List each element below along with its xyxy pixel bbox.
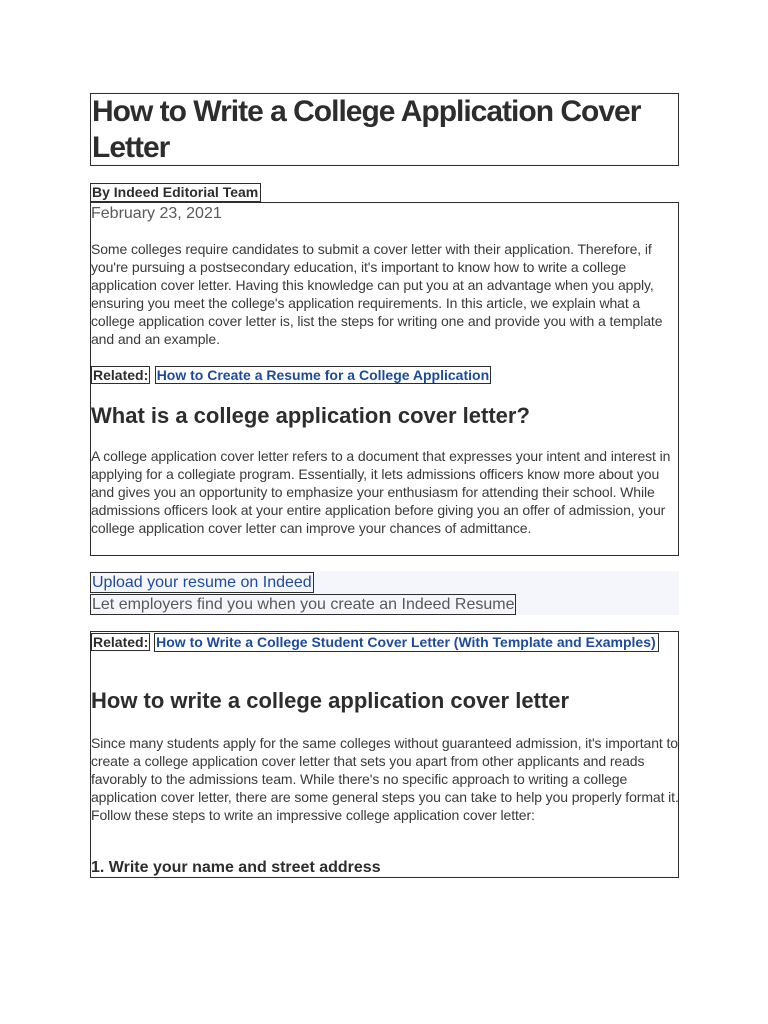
article-main-section — [90, 202, 679, 556]
upload-resume-subtitle: Let employers find you when you create an Indeed Resume — [92, 596, 515, 613]
upload-resume-link[interactable]: Upload your resume on Indeed — [92, 574, 312, 591]
related-row-2 — [91, 633, 680, 651]
section-heading-what-is: What is a college application cover letter? — [91, 403, 530, 428]
step-1-heading: 1. Write your name and street address — [91, 859, 381, 876]
related-row-1 — [91, 366, 491, 385]
section-body-how-to: Since many students apply for the same colleges without guaranteed admission, it's important to create a college application cover letter that sets you apart from other applicants and reads favorably to the admissions team. While there's no specific approach to writing a college application cover letter, there are some general steps you can take to help you properly format it. Follow these steps to write an impressive college application cover letter: — [91, 735, 679, 823]
related-label: Related: — [93, 634, 149, 650]
byline: By Indeed Editorial Team — [90, 183, 261, 202]
intro-paragraph: Some colleges require candidates to submit a cover letter with their application. Therefore, if you're pursuing a postsecondary education, it's important to know how to write a college application cover letter. Having this knowledge can put you at an advantage when you apply, ensuring you meet the college's application requirements. In this article, we explain what a college application cover letter is, list the steps for writing one and provide you with a template and and an example. — [91, 241, 663, 347]
related-link-student-cover-letter[interactable]: How to Write a College Student Cover Letter (With Template and Examples) — [154, 633, 659, 652]
article-title-box — [90, 93, 679, 166]
article-how-to-section — [90, 631, 679, 878]
section-heading-how-to: How to write a college application cover letter — [91, 688, 570, 713]
upload-resume-promo — [90, 571, 679, 615]
section-body-what-is: A college application cover letter refers to a document that expresses your intent and interest in applying for a collegiate program. Essentially, it lets admissions officers know more about you and gives you an opportunity to emphasize your enthusiasm for attending their school. While admissions officers look at your entire application before giving you an offer of admission, your college application cover letter can improve your chances of admittance. — [91, 448, 671, 536]
article-title: How to Write a College Application Cover Letter — [92, 95, 641, 164]
publish-date: February 23, 2021 — [91, 205, 222, 222]
related-link-resume-college-application[interactable]: How to Create a Resume for a College Application — [156, 367, 490, 383]
related-label: Related: — [93, 367, 149, 383]
